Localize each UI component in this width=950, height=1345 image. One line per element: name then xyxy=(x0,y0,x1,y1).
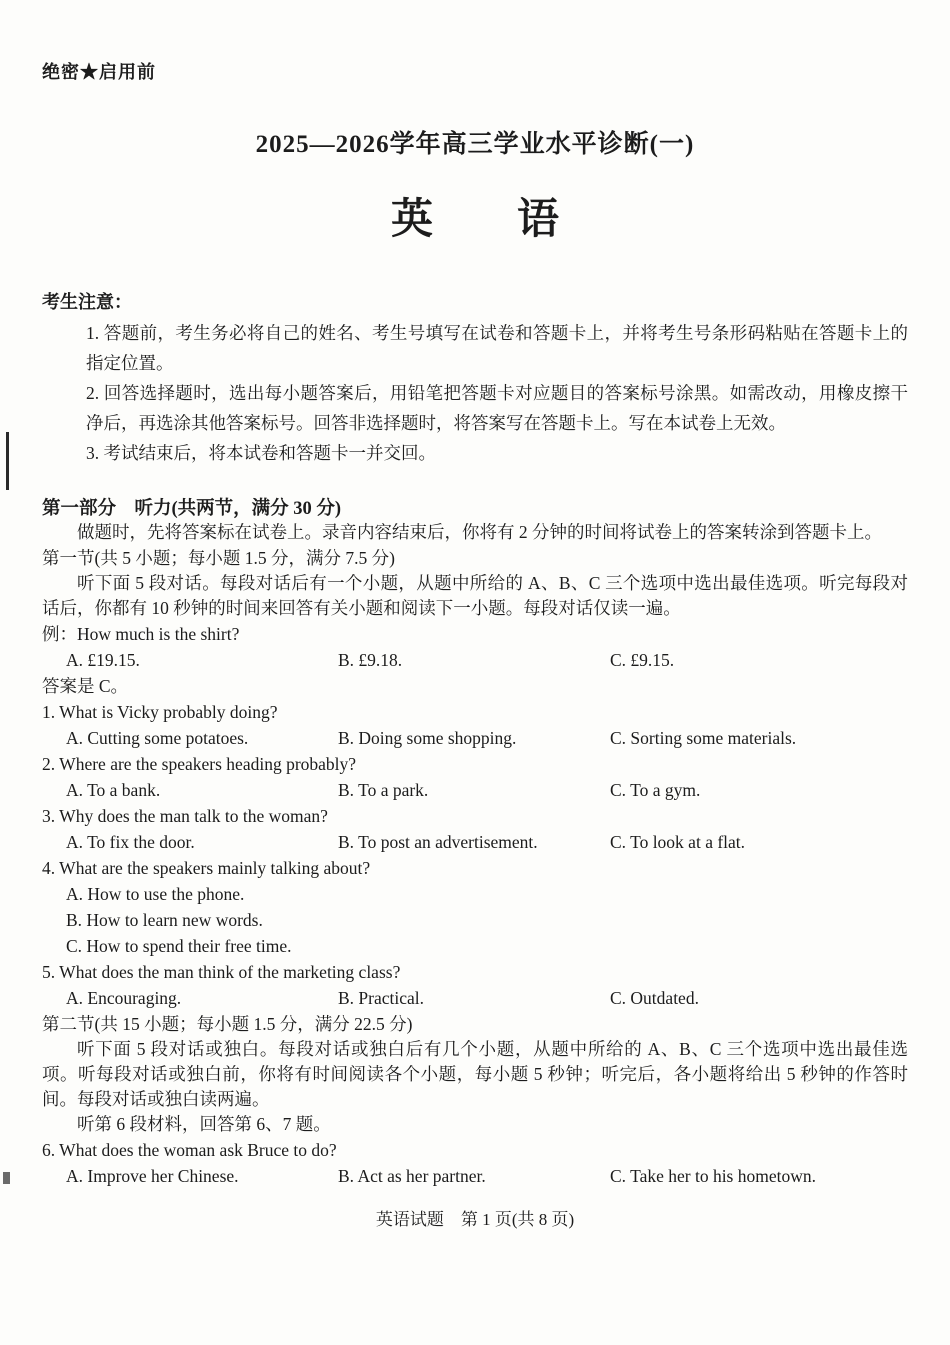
question-6-options xyxy=(42,1163,908,1189)
question-text: 2. Where are the speakers heading probably? xyxy=(42,754,357,774)
example-answer: 答案是 C。 xyxy=(42,676,129,696)
exam-session-title: 2025—2026学年高三学业水平诊断(一) xyxy=(255,131,695,158)
example-option-c: C. £9.15. xyxy=(610,650,675,670)
option-c: C. Take her to his hometown. xyxy=(610,1166,816,1186)
section2-heading: 第二节(共 15 小题；每小题 1.5 分，满分 22.5 分) xyxy=(42,1014,413,1034)
subject-title: 英 语 xyxy=(390,197,559,243)
example-options-row xyxy=(42,647,908,673)
question-3-options xyxy=(42,829,908,855)
option-c: C. Sorting some materials. xyxy=(610,728,797,748)
question-text: 6. What does the woman ask Bruce to do? xyxy=(42,1140,337,1160)
question-4-block xyxy=(42,855,908,959)
scan-edge-artifact xyxy=(6,432,9,490)
page-footer-label: 英语试题 第 1 页(共 8 页) xyxy=(375,1210,575,1229)
question-5-options xyxy=(42,985,908,1011)
option-a: A. Cutting some potatoes. xyxy=(66,728,249,748)
option-a: A. To fix the door. xyxy=(66,832,195,852)
option-c: C. To a gym. xyxy=(610,780,701,800)
example-question-text: 例：How much is the shirt? xyxy=(42,624,240,644)
part1-heading: 第一部分 听力(共两节，满分 30 分) xyxy=(42,499,342,519)
question-2-block xyxy=(42,751,908,803)
option-b: B. To a park. xyxy=(338,780,429,800)
option-c: C. How to spend their free time. xyxy=(66,936,292,956)
question-1-block xyxy=(42,699,908,751)
question-text: 4. What are the speakers mainly talking about? xyxy=(42,858,371,878)
example-option-b: B. £9.18. xyxy=(338,650,403,670)
notice-item-3: 3. 考试结束后，将本试卷和答题卡一并交回。 xyxy=(86,443,436,463)
section1-instructions: 听下面 5 段对话。每段对话后有一个小题，从题中所给的 A、B、C 三个选项中选出最佳选项。听完每段对话后，你都有 10 秒钟的时间来回答有关小题和阅读下一小题。每段对话仅读一遍。 xyxy=(42,573,908,618)
option-c: C. To look at a flat. xyxy=(610,832,746,852)
option-a: A. Improve her Chinese. xyxy=(66,1166,239,1186)
option-c: C. Outdated. xyxy=(610,988,699,1008)
security-label: 绝密★启用前 xyxy=(42,62,156,82)
option-b: B. Doing some shopping. xyxy=(338,728,517,748)
option-b: B. How to learn new words. xyxy=(66,910,263,930)
question-3-block xyxy=(42,803,908,855)
option-a: A. How to use the phone. xyxy=(66,884,245,904)
question-6-block xyxy=(42,1137,908,1189)
option-b: B. To post an advertisement. xyxy=(338,832,538,852)
part1-intro: 做题时，先将答案标在试卷上。录音内容结束后，你将有 2 分钟的时间将试卷上的答案转涂到答题卡上。 xyxy=(77,522,882,542)
section1-heading: 第一节(共 5 小题；每小题 1.5 分，满分 7.5 分) xyxy=(42,548,395,568)
option-a: A. To a bank. xyxy=(66,780,161,800)
candidate-notice-title: 考生注意： xyxy=(42,292,132,312)
question-5-block xyxy=(42,959,908,1011)
question-2-options xyxy=(42,777,908,803)
option-b: B. Act as her partner. xyxy=(338,1166,486,1186)
question-text: 3. Why does the man talk to the woman? xyxy=(42,806,328,826)
notice-item-2: 2. 回答选择题时，选出每小题答案后，用铅笔把答题卡对应题目的答案标号涂黑。如需改动，用橡皮擦干净后，再选涂其他答案标号。回答非选择题时，将答案写在答题卡上。写在本试卷上无效。 xyxy=(86,383,908,433)
candidate-notice-list xyxy=(42,318,908,468)
example-option-a: A. £19.15. xyxy=(66,650,140,670)
notice-item-1: 1. 答题前，考生务必将自己的姓名、考生号填写在试卷和答题卡上，并将考生号条形码粘贴在答题卡上的指定位置。 xyxy=(86,323,908,373)
question-4-options xyxy=(42,881,908,959)
section2-instructions: 听下面 5 段对话或独白。每段对话或独白后有几个小题，从题中所给的 A、B、C 三个选项中选出最佳选项。听每段对话或独白前，你将有时间阅读各个小题，每小题 5 秒钟；听完后，各小题将给出 5 秒钟的作答时间。每段对话或独白读两遍。 xyxy=(42,1039,908,1109)
question-1-options xyxy=(42,725,908,751)
option-a: A. Encouraging. xyxy=(66,988,182,1008)
example-question-block xyxy=(42,621,908,699)
scan-edge-artifact-small xyxy=(3,1172,10,1184)
option-b: B. Practical. xyxy=(338,988,425,1008)
question-text: 5. What does the man think of the marketing class? xyxy=(42,962,401,982)
question-text: 1. What is Vicky probably doing? xyxy=(42,702,278,722)
section2-material-note: 听第 6 段材料，回答第 6、7 题。 xyxy=(77,1114,331,1134)
